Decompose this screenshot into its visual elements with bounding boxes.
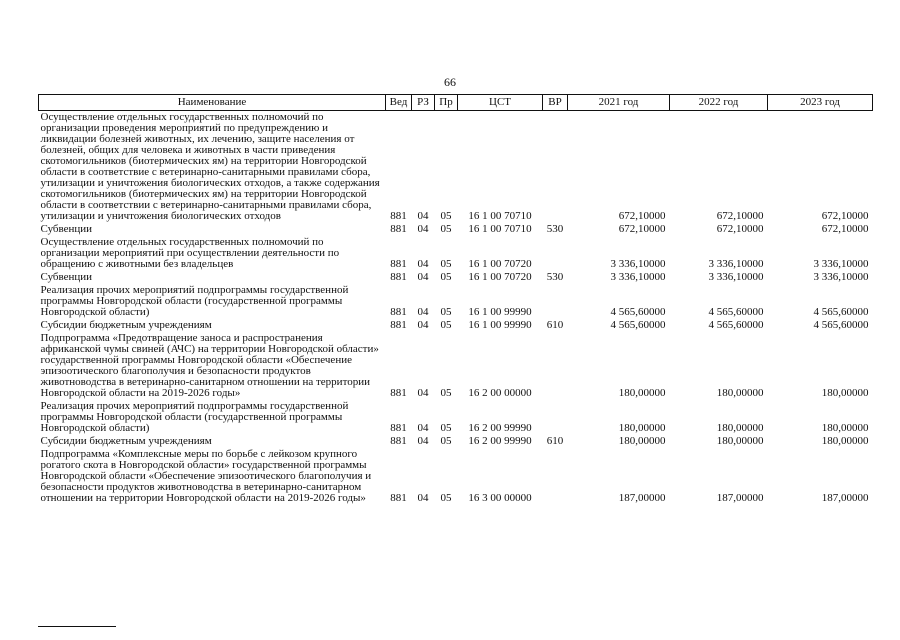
table-row xyxy=(39,236,873,271)
row-value-2023: 180,00000 xyxy=(821,422,869,434)
row-vr xyxy=(543,284,568,319)
row-value-2021: 672,10000 xyxy=(618,210,666,222)
row-value-2022: 4 565,60000 xyxy=(708,319,764,331)
row-pr: 05 xyxy=(440,492,452,504)
row-vr xyxy=(543,236,568,271)
row-rz: 04 xyxy=(417,271,429,283)
row-value-2022: 3 336,10000 xyxy=(708,258,764,270)
row-value-2023: 3 336,10000 xyxy=(813,271,869,283)
row-name: Субсидии бюджетным учреждениям xyxy=(40,319,212,331)
row-cst: 16 1 00 70710 xyxy=(468,223,532,235)
budget-table xyxy=(38,94,873,505)
header-rz: РЗ xyxy=(412,95,435,111)
row-value-2022: 672,10000 xyxy=(716,223,764,235)
row-value-2022: 187,00000 xyxy=(716,492,764,504)
row-rz: 04 xyxy=(417,319,429,331)
row-value-2023: 4 565,60000 xyxy=(813,319,869,331)
row-rz: 04 xyxy=(417,387,429,399)
row-vr xyxy=(543,332,568,400)
row-cst: 16 1 00 70710 xyxy=(468,210,532,222)
row-value-2023: 4 565,60000 xyxy=(813,306,869,318)
row-rz: 04 xyxy=(417,492,429,504)
row-rz: 04 xyxy=(417,223,429,235)
row-value-2021: 180,00000 xyxy=(618,435,666,447)
row-ved: 881 xyxy=(390,422,407,434)
header-year-2022: 2022 год xyxy=(670,95,768,111)
row-ved: 881 xyxy=(390,435,407,447)
row-cst: 16 1 00 99990 xyxy=(468,306,532,318)
row-name: Подпрограмма «Предотвращение заноса и распространения африканской чумы свиней (АЧС) на территории Новгородской области» государственной программы Новгородской области «Обеспечение эпизоотического благополучия и безопасности продуктов животноводства в ветеринарно-санитарном отношении на территории Новгородской области на 2019-2026 годы» xyxy=(40,332,379,399)
row-value-2021: 672,10000 xyxy=(618,223,666,235)
table-row xyxy=(39,284,873,319)
header-ved: Вед xyxy=(386,95,412,111)
row-cst: 16 1 00 99990 xyxy=(468,319,532,331)
row-pr: 05 xyxy=(440,387,452,399)
row-vr: 610 xyxy=(546,319,564,331)
row-pr: 05 xyxy=(440,271,452,283)
row-rz: 04 xyxy=(417,435,429,447)
row-value-2021: 187,00000 xyxy=(618,492,666,504)
row-cst: 16 1 00 70720 xyxy=(468,258,532,270)
row-cst: 16 2 00 00000 xyxy=(468,387,532,399)
row-pr: 05 xyxy=(440,306,452,318)
row-vr: 530 xyxy=(546,271,564,283)
row-vr xyxy=(543,400,568,435)
row-cst: 16 2 00 99990 xyxy=(468,435,532,447)
row-ved: 881 xyxy=(390,258,407,270)
row-ved: 881 xyxy=(390,319,407,331)
row-ved: 881 xyxy=(390,210,407,222)
header-cst: ЦСТ xyxy=(458,95,543,111)
row-value-2022: 180,00000 xyxy=(716,387,764,399)
table-row xyxy=(39,271,873,284)
row-cst: 16 2 00 99990 xyxy=(468,422,532,434)
row-value-2022: 180,00000 xyxy=(716,422,764,434)
row-pr: 05 xyxy=(440,319,452,331)
row-value-2021: 4 565,60000 xyxy=(610,319,666,331)
row-name: Субвенции xyxy=(40,271,93,283)
row-ved: 881 xyxy=(390,306,407,318)
table-header-row xyxy=(39,95,873,111)
row-name: Осуществление отдельных государственных полномочий по организации мероприятий при осуществлении деятельности по обращению с животными без владельцев xyxy=(40,236,340,270)
row-vr xyxy=(543,448,568,505)
row-name: Подпрограмма «Комплексные меры по борьбе с лейкозом крупного рогатого скота в Новгородской области» государственной программы Новгородской области «Обеспечение эпизоотического благополучия и безопасности продуктов животноводства в ветеринарно-санитарном отношении на территории Новгородской области на 2019-2026 годы» xyxy=(40,448,372,504)
table-row xyxy=(39,448,873,505)
row-value-2021: 180,00000 xyxy=(618,422,666,434)
row-cst: 16 3 00 00000 xyxy=(468,492,532,504)
row-vr xyxy=(543,111,568,224)
row-value-2021: 4 565,60000 xyxy=(610,306,666,318)
row-pr: 05 xyxy=(440,422,452,434)
row-value-2023: 3 336,10000 xyxy=(813,258,869,270)
row-rz: 04 xyxy=(417,422,429,434)
header-pr: Пр xyxy=(435,95,458,111)
row-value-2022: 3 336,10000 xyxy=(708,271,764,283)
table-row xyxy=(39,332,873,400)
header-year-2021: 2021 год xyxy=(568,95,670,111)
row-value-2022: 672,10000 xyxy=(716,210,764,222)
header-name: Наименование xyxy=(39,95,386,111)
page-number: 66 xyxy=(444,75,456,89)
row-name: Субвенции xyxy=(40,223,93,235)
row-value-2023: 187,00000 xyxy=(821,492,869,504)
row-name: Реализация прочих мероприятий подпрограммы государственной программы Новгородской области (государственной программы Новгородской области) xyxy=(40,284,349,318)
row-cst: 16 1 00 70720 xyxy=(468,271,532,283)
row-ved: 881 xyxy=(390,492,407,504)
row-rz: 04 xyxy=(417,306,429,318)
row-value-2023: 180,00000 xyxy=(821,435,869,447)
row-value-2021: 3 336,10000 xyxy=(610,271,666,283)
row-value-2021: 3 336,10000 xyxy=(610,258,666,270)
row-value-2023: 180,00000 xyxy=(821,387,869,399)
header-year-2023: 2023 год xyxy=(768,95,873,111)
table-row xyxy=(39,400,873,435)
footnote-divider xyxy=(38,626,116,627)
row-name: Реализация прочих мероприятий подпрограммы государственной программы Новгородской области (государственной программы Новгородской области) xyxy=(40,400,349,434)
row-rz: 04 xyxy=(417,210,429,222)
header-vr: ВР xyxy=(543,95,568,111)
row-value-2022: 4 565,60000 xyxy=(708,306,764,318)
table-row xyxy=(39,435,873,448)
row-vr: 610 xyxy=(546,435,564,447)
table-row xyxy=(39,223,873,236)
row-vr: 530 xyxy=(546,223,564,235)
row-name: Осуществление отдельных государственных полномочий по организации проведения мероприятий по предупреждению и ликвидации болезней животных, их лечению, защите населения от болезней, общих для человека и животных в части приведения скотомогильников (биотермических ям) на территории Новгородской области в соответствие с ветеринарно-санитарными правилами сбора, утилизации и уничтожения биологических отходов, а также содержания скотомогильников (биотермических ям) на территории Новгородской области в соответствии с ветеринарно-санитарными правилами сбора, утилизации и уничтожения биологических отходов xyxy=(40,111,380,222)
row-pr: 05 xyxy=(440,223,452,235)
row-value-2023: 672,10000 xyxy=(821,210,869,222)
row-pr: 05 xyxy=(440,210,452,222)
row-rz: 04 xyxy=(417,258,429,270)
row-value-2023: 672,10000 xyxy=(821,223,869,235)
row-name: Субсидии бюджетным учреждениям xyxy=(40,435,212,447)
row-value-2022: 180,00000 xyxy=(716,435,764,447)
row-ved: 881 xyxy=(390,387,407,399)
row-ved: 881 xyxy=(390,223,407,235)
row-ved: 881 xyxy=(390,271,407,283)
table-row xyxy=(39,111,873,224)
row-pr: 05 xyxy=(440,258,452,270)
row-pr: 05 xyxy=(440,435,452,447)
table-row xyxy=(39,319,873,332)
row-value-2021: 180,00000 xyxy=(618,387,666,399)
